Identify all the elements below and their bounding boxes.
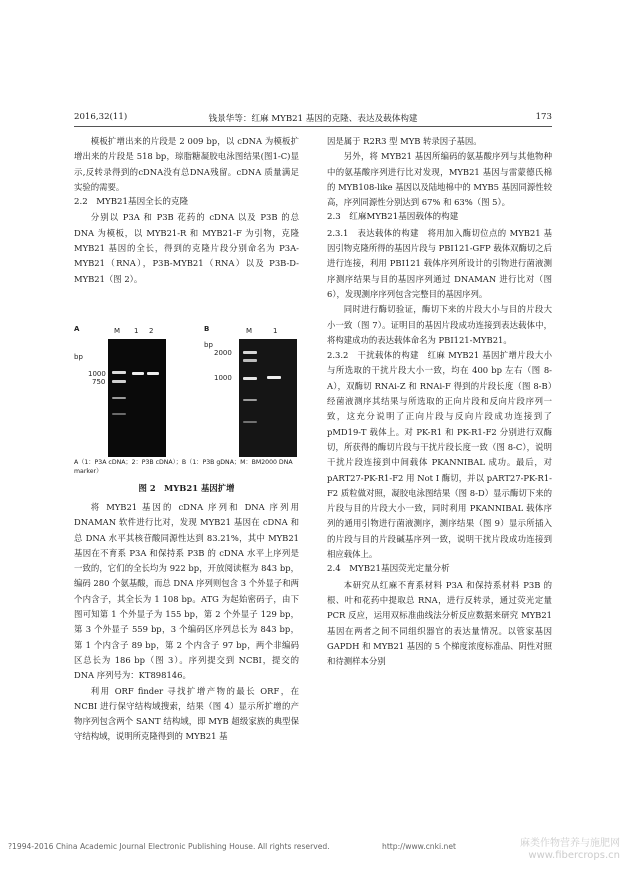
panel-a-marker-1000: 1000 [88, 370, 106, 378]
right-column [327, 134, 552, 669]
panel-b-lane-m: M [246, 327, 253, 335]
panel-a-lane-1: 1 [134, 327, 139, 335]
paragraph: 将 MYB21 基因的 cDNA 序列和 DNA 序列用 DNAMAN 软件进行比对，发现 MYB21 基因在 cDNA 和总 DNA 水平其核苷酸同源性达到 83.21%，其中 MYB21 基因在不育系 P3A 和保持系 P3B 的 cDNA 水平上序列是一致的，它们的全长均为 922 bp，开放阅读框为 843 bp，编码 280 个氨基酸，而总 DNA 序列则包含 3 个外显子和两个内含子，其全长为 1 108 bp。ATG 为起始密码子，由下图可知第 1 个外显子为 155 bp，第 2 个外显子 129 bp，第 3 个外显子 559 bp，3 个编码区序列总长为 843 bp，第 1 个内含子 89 bp，第 2 个内含子 97 bp，两个非编码区总长为 186 bp（图 3）。序列提交到 NCBI，提交的 DNA 序列号为：KT898146。 [74, 502, 299, 681]
copyright-notice: ?1994-2016 China Academic Journal Electronic Publishing House. All rights reserved. [8, 842, 330, 851]
header-rule [74, 126, 552, 127]
figure-legend: A（1：P3A cDNA；2：P3B cDNA）；B（1：P3B gDNA；M：BM2000 DNA marker） [74, 459, 293, 475]
gel-band [112, 371, 126, 374]
gel-band [147, 372, 159, 375]
paragraph: 分别以 P3A 和 P3B 花药的 cDNA 以及 P3B 的总 DNA 为模板，以 MYB21-R 和 MYB21-F 为引物，克隆 MYB21 基因的全长，得到的克隆片段分别命名为 P3A-MYB21（RNA），P3B-MYB21（RNA）以及 P3B-D-MYB21（图 2）。 [74, 212, 299, 284]
panel-b-marker-1000: 1000 [214, 374, 232, 382]
watermark-line-2: www.fibercrops.cn [528, 850, 620, 861]
left-column [74, 134, 299, 287]
panel-a-lane-2: 2 [149, 327, 154, 335]
paragraph: 同时进行酶切验证，酶切下来的片段大小与目的片段大小一致（图 7）。证明目的基因片段成功连接到表达载体中，将构建成功的表达载体命名为 PBI121-MYB21。 [327, 304, 552, 345]
paragraph: 本研究从红麻不育系材料 P3A 和保持系材料 P3B 的根、叶和花药中提取总 RNA，进行反转录，通过荧光定量 PCR 反应，运用双标准曲线法分析反应数据来研究 MYB21 基因在两者之间不同组织器官的表达量情况。以管家基因 GAPDH 和 MYB21 基因的 5 个梯度浓度标准品、阴性对照和待测样本分别 [327, 579, 552, 667]
article-running-title: 钱景华等：红麻 MYB21 基因的克隆、表达及载体构建 [208, 114, 418, 124]
gel-band [112, 413, 126, 415]
section-heading: 2.2 MYB21基因全长的克隆 [74, 197, 189, 208]
panel-b-marker-2000: 2000 [214, 349, 232, 357]
paragraph: 另外，将 MYB21 基因所编码的氨基酸序列与其他物种中的氨基酸序列进行比对发现，MYB21 基因与雷蒙德氏棉的 MYB108-like 基因以及陆地棉中的 MYB5 基因同源性较高，序列同源性分别达到 67% 和 63%（图 5）。 [327, 151, 552, 208]
section-heading: 2.4 MYB21基因荧光定量分析 [327, 564, 450, 575]
panel-a-letter: A [74, 325, 80, 333]
paragraph: 因是属于 R2R3 型 MYB 转录因子基因。 [327, 136, 482, 146]
left-column-2 [74, 500, 299, 745]
gel-band [132, 372, 144, 375]
gel-band [243, 377, 257, 380]
page-number: 173 [535, 112, 552, 122]
gel-band [112, 380, 126, 383]
gel-band [243, 399, 257, 401]
gel-band [243, 359, 257, 362]
panel-b-lane-1: 1 [273, 327, 278, 335]
panel-a-unit: bp [74, 353, 83, 361]
paragraph: 利用 ORF finder 寻找扩增产物的最长 ORF，在 NCBI 进行保守结构域搜索，结果（图 4）显示所扩增的产物序列包含两个 SANT 结构域，即 MYB 超级家族的典型保守结构域，说明所克隆得到的 MYB21 基 [74, 685, 299, 742]
panel-a-marker-750: 750 [92, 378, 106, 386]
panel-b-letter: B [204, 325, 210, 333]
gel-band [243, 351, 257, 354]
gel-band [112, 397, 126, 399]
figure-title: 图 2 MYB21 基因扩增 [138, 483, 235, 493]
gel-image-b [239, 339, 297, 457]
gel-band [267, 376, 281, 379]
running-header [74, 112, 552, 126]
watermark-line-1: 麻类作物营养与施肥网 [520, 838, 620, 849]
paragraph: 2.3.1 表达载体的构建 将用加入酶切位点的 MYB21 基因引物克隆所得的基因片段与 PBI121-GFP 载体双酶切之后进行连接，利用 PBI121 载体序列所设计的引物进行菌液测序测序结果与目的基因序列通过 DNAMAN 进行比对（图 6），发现测序序列包含完整目的基因序列。 [327, 227, 552, 299]
paragraph: 模板扩增出来的片段是 2 009 bp，以 cDNA 为模板扩增出来的片段是 518 bp，琼脂糖凝胶电泳图结果(图1-C)显示,反转录得到的cDNA没有总DNA残留。cDNA 质量满足实验的需要。 [74, 136, 299, 192]
cnki-url: http://www.cnki.net [382, 842, 456, 851]
gel-image-a [108, 339, 166, 457]
gel-band [243, 421, 257, 423]
panel-b-unit: bp [204, 341, 213, 349]
paragraph: 2.3.2 干扰载体的构建 红麻 MYB21 基因扩增片段大小与所选取的干扰片段大小一致，均在 400 bp 左右（图 8-A），双酶切 RNAi-Z 和 RNAi-F 得到的片段长度（图 8-B）经菌液测序其结果与所选取的正向片段和反向片段序列一致，这充分说明了正向片段与反向片段成功连接到了 pMD19-T 载体上。对 PK-R1 和 PK-R1-F2 分别进行双酶切，所获得的酶切片段与干扰片段长度一致（图 8-C），说明干扰片段连接到中间载体 PKANNIBAL 成功。最后，对 pART27-PK-R1-F2 用 Not I 酶切，并以 pART27-PK-R1-F2 质粒做对照，凝胶电泳图结果（图 8-D）显示酶切下来的片段与目的片段大小一致，同时利用 PKANNIBAL 载体序列的通用引物进行菌液测序，测序结果（图 9）显示所插入的片段与目的片段碱基序列一致，说明干扰片段成功连接到相应载体上。 [327, 350, 552, 560]
panel-a-lane-m: M [114, 327, 121, 335]
journal-issue: 2016,32(11) [74, 112, 128, 122]
section-heading: 2.3 红麻MYB21基因载体的构建 [327, 212, 459, 223]
